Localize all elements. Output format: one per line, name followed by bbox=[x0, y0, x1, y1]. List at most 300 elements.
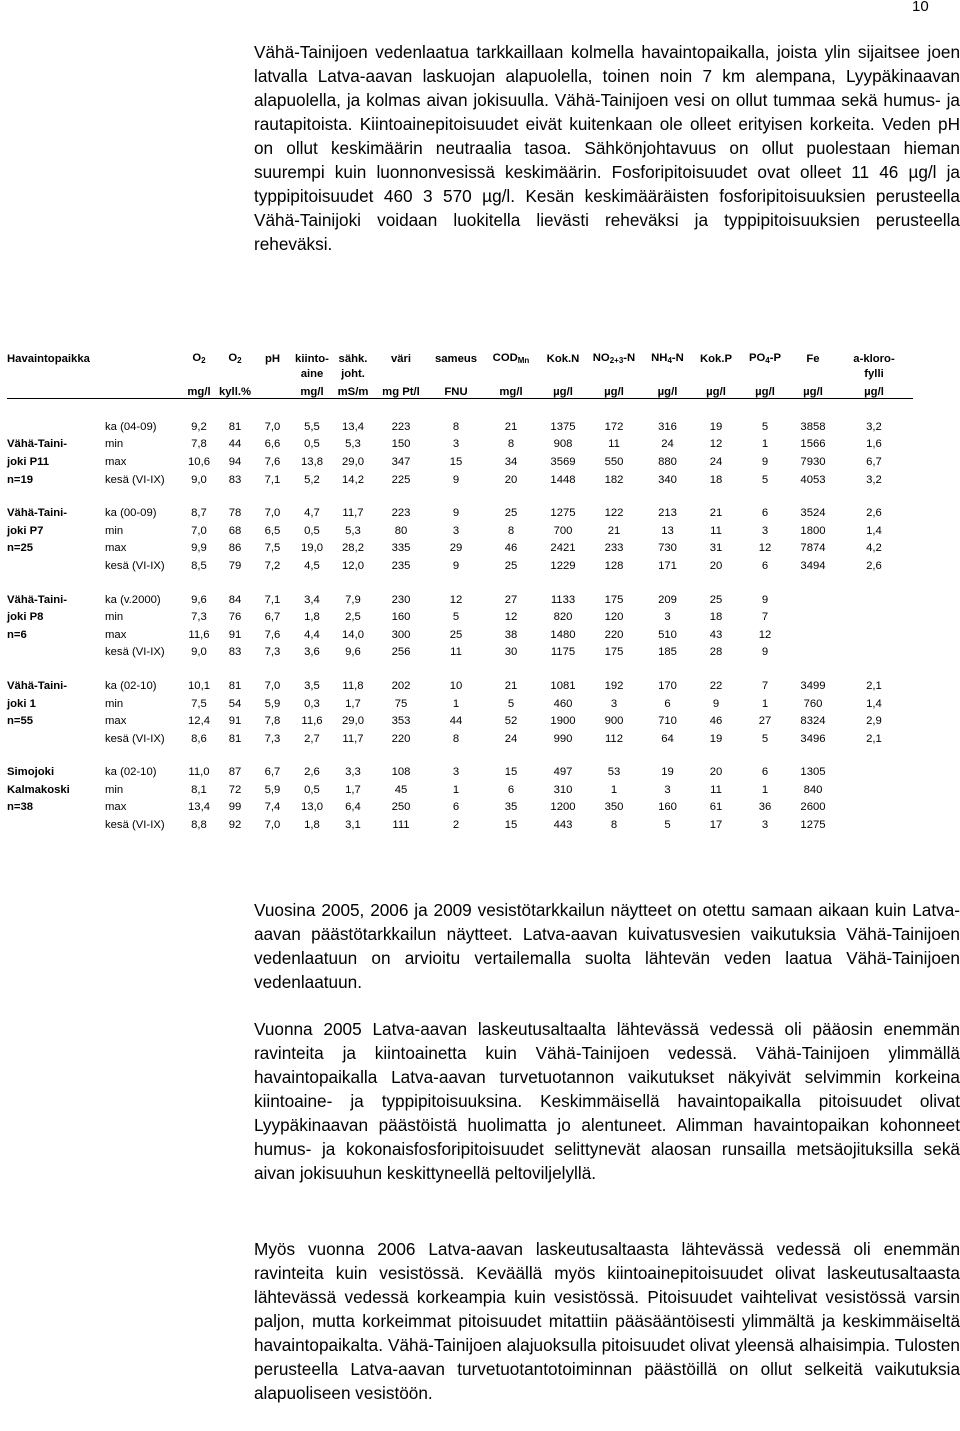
value-cell: 220 bbox=[604, 628, 624, 641]
value-cell: 11 bbox=[710, 524, 722, 537]
value-cell: 1229 bbox=[550, 559, 576, 572]
value-cell: 87 bbox=[228, 766, 242, 779]
value-cell: 7,4 bbox=[264, 801, 281, 814]
stat-label: max bbox=[105, 628, 127, 641]
value-cell: 25 bbox=[449, 628, 463, 641]
value-cell: 1,6 bbox=[866, 438, 882, 451]
value-cell: 2,1 bbox=[866, 732, 882, 745]
value-cell: 46 bbox=[504, 542, 518, 555]
value-cell: 990 bbox=[553, 732, 573, 745]
value-cell: 7,8 bbox=[264, 715, 281, 728]
paragraph-2005: Vuonna 2005 Latva-aavan laskeutusaltaalta lähtevässä vedessä oli pääosin enemmän ravinteita ja kiintoainetta kuin Vähä-Tainijoen vedessä. Vähä-Tainijoen ylimmällä havaintopaikalla Latva-aavan turvetuotannon vaikutukset näkyivät selvimmin korkeina kiintoaine- ja typpipitoisuuksina. Keskimmäisellä havaintopaikalla pitoisuudet olivat Lyypäkinaavan päästöistä huolimatta jo alentuneet. Alimman havaintopaikan kohonneet humus- ja kokonaisfosforipitoisuudet selittynevät alaosan runsailla metsäojituksilla sekä aivan jokisuuhun keskittyneellä peltoviljelyllä. bbox=[254, 1019, 960, 1183]
value-cell: 1 bbox=[761, 438, 769, 451]
value-cell: 0,5 bbox=[304, 783, 320, 796]
value-cell: 7,0 bbox=[264, 819, 281, 832]
value-cell: 34 bbox=[504, 455, 518, 468]
value-cell: 3524 bbox=[800, 507, 826, 520]
value-cell: 8 bbox=[452, 732, 460, 745]
value-cell: 80 bbox=[394, 524, 408, 537]
paragraph-2006: Myös vuonna 2006 Latva-aavan laskeutusaltaasta lähtevässä vedessä oli enemmän ravinteita kuin vesistössä. Keväällä myös kiintoainepitoisuudet olivat laskeutusaltaasta lähtevässä vedessä korkeampia kuin vesistössä. Pitoisuudet vaihtelivat vesistössä varsin paljon, mutta korkeimmat pitoisuudet mitattiin pääsääntöisesti ylimmältä ja keskimmäiseltä havaintopaikalta. Vähä-Tainijoen alajuoksulla pitoisuudet olivat yleensä alhaisimpia. Tulosten perusteella Latva-aavan turvetuotantotoiminnan päästöillä on ollut selkeitä vaikutuksia alapuoliseen vesistöön. bbox=[254, 1239, 960, 1403]
value-cell: 150 bbox=[391, 438, 411, 451]
header2-cell bbox=[482, 365, 540, 380]
header-tot-n: Kok.N bbox=[546, 353, 580, 365]
value-cell: 710 bbox=[658, 715, 677, 728]
value-cell: 350 bbox=[604, 801, 624, 814]
value-cell: 29,0 bbox=[342, 715, 364, 728]
value-cell: 36 bbox=[758, 801, 772, 814]
site-name: joki P8 bbox=[7, 611, 44, 624]
unit-cell: µg/l bbox=[803, 386, 823, 398]
value-cell: 347 bbox=[391, 455, 411, 468]
value-cell: 8 bbox=[507, 438, 515, 451]
value-cell bbox=[791, 644, 835, 662]
stat-label: max bbox=[105, 542, 127, 555]
value-cell: 9 bbox=[452, 507, 460, 520]
value-cell: 5 bbox=[761, 420, 769, 433]
value-cell: 3569 bbox=[550, 455, 576, 468]
value-cell: 1133 bbox=[550, 593, 576, 606]
header-chlorophyll: a-kloro- bbox=[853, 353, 895, 365]
table-row bbox=[7, 626, 913, 644]
value-cell: 2,7 bbox=[304, 732, 320, 745]
value-cell: 12 bbox=[504, 611, 518, 624]
value-cell: 310 bbox=[553, 783, 573, 796]
unit-cell: µg/l bbox=[864, 386, 884, 398]
header2-cell: fylli bbox=[864, 368, 884, 380]
value-cell: 335 bbox=[391, 542, 411, 555]
value-cell: 1275 bbox=[800, 819, 826, 832]
table-header-row bbox=[7, 345, 913, 365]
value-cell: 24 bbox=[504, 732, 518, 745]
value-cell: 12 bbox=[449, 593, 463, 606]
value-cell: 17 bbox=[709, 819, 723, 832]
stat-label: min bbox=[105, 697, 124, 710]
value-cell: 1 bbox=[452, 783, 460, 796]
value-cell: 4053 bbox=[800, 473, 826, 486]
value-cell: 1275 bbox=[550, 507, 576, 520]
value-cell: 6 bbox=[761, 507, 769, 520]
value-cell: 13,8 bbox=[301, 455, 323, 468]
value-cell: 7874 bbox=[800, 542, 826, 555]
value-cell: 3,4 bbox=[304, 593, 320, 606]
value-cell: 75 bbox=[394, 697, 408, 710]
site-name: Vähä-Taini- bbox=[7, 507, 68, 520]
value-cell: 202 bbox=[391, 679, 411, 692]
value-cell: 233 bbox=[604, 542, 624, 555]
stat-label: ka (02-10) bbox=[105, 766, 157, 779]
table-row bbox=[7, 764, 913, 782]
value-cell: 5 bbox=[507, 697, 515, 710]
table-row bbox=[7, 504, 913, 522]
unit-cell: µg/l bbox=[706, 386, 726, 398]
site-name bbox=[7, 730, 103, 748]
value-cell: 230 bbox=[391, 593, 411, 606]
value-cell bbox=[835, 626, 913, 644]
table-row bbox=[7, 608, 913, 626]
site-name: joki 1 bbox=[7, 697, 36, 710]
value-cell: 7 bbox=[761, 611, 769, 624]
value-cell: 1 bbox=[761, 697, 769, 710]
value-cell: 250 bbox=[391, 801, 411, 814]
value-cell: 72 bbox=[228, 783, 242, 796]
value-cell: 15 bbox=[504, 819, 518, 832]
header-fe: Fe bbox=[806, 353, 820, 365]
value-cell: 7 bbox=[761, 679, 769, 692]
value-cell: 460 bbox=[553, 697, 573, 710]
table-row bbox=[7, 644, 913, 662]
value-cell: 6,6 bbox=[264, 438, 281, 451]
value-cell: 3858 bbox=[800, 420, 826, 433]
value-cell: 19 bbox=[709, 732, 723, 745]
value-cell: 122 bbox=[604, 507, 624, 520]
value-cell: 10,6 bbox=[188, 455, 210, 468]
site-name: n=25 bbox=[7, 542, 34, 555]
value-cell: 2,6 bbox=[304, 766, 320, 779]
value-cell: 6,7 bbox=[264, 766, 281, 779]
header2-cell bbox=[255, 365, 290, 380]
value-cell: 11,6 bbox=[301, 715, 323, 728]
stat-label: kesä (VI-IX) bbox=[105, 732, 165, 745]
value-cell: 353 bbox=[391, 715, 411, 728]
value-cell: 3,2 bbox=[866, 473, 882, 486]
site-name: Kalmakoski bbox=[7, 783, 70, 796]
value-cell: 300 bbox=[391, 628, 411, 641]
value-cell: 13 bbox=[661, 524, 674, 537]
unit-cell: mS/m bbox=[337, 386, 369, 398]
value-cell: 1800 bbox=[800, 524, 826, 537]
value-cell: 7,9 bbox=[345, 593, 361, 606]
unit-cell bbox=[7, 380, 103, 399]
value-cell: 21 bbox=[709, 507, 723, 520]
stat-label: max bbox=[105, 455, 127, 468]
value-cell: 44 bbox=[228, 438, 242, 451]
value-cell: 7,3 bbox=[264, 646, 281, 659]
value-cell: 43 bbox=[709, 628, 723, 641]
value-cell: 8 bbox=[507, 524, 515, 537]
value-cell: 83 bbox=[228, 473, 242, 486]
unit-cell: kyll.% bbox=[218, 386, 252, 398]
value-cell bbox=[791, 608, 835, 626]
site-name: Simojoki bbox=[7, 766, 55, 779]
header2-cell bbox=[693, 365, 739, 380]
value-cell: 820 bbox=[553, 611, 573, 624]
value-cell: 8,5 bbox=[191, 559, 207, 572]
value-cell: 3 bbox=[761, 524, 769, 537]
value-cell: 2,6 bbox=[866, 507, 882, 520]
header-conductivity: sähk. bbox=[338, 353, 368, 365]
value-cell: 8,6 bbox=[191, 732, 207, 745]
value-cell: 8 bbox=[610, 819, 618, 832]
value-cell: 7930 bbox=[800, 455, 826, 468]
value-cell: 6 bbox=[664, 697, 671, 710]
site-name: Vähä-Taini- bbox=[7, 438, 68, 451]
value-cell: 223 bbox=[391, 507, 411, 520]
value-cell: 15 bbox=[449, 455, 463, 468]
table-row bbox=[7, 799, 913, 817]
value-cell: 443 bbox=[553, 819, 573, 832]
value-cell: 1 bbox=[610, 783, 618, 796]
value-cell: 1480 bbox=[550, 628, 576, 641]
value-cell: 25 bbox=[709, 593, 723, 606]
value-cell: 8,7 bbox=[191, 507, 207, 520]
value-cell: 900 bbox=[604, 715, 624, 728]
value-cell: 8,1 bbox=[191, 783, 207, 796]
value-cell: 11,7 bbox=[342, 507, 364, 520]
value-cell: 9 bbox=[712, 697, 720, 710]
value-cell bbox=[835, 764, 913, 782]
value-cell: 7,3 bbox=[191, 611, 207, 624]
header-site: Havaintopaikka bbox=[7, 353, 90, 365]
stat-label: ka (04-09) bbox=[105, 420, 157, 433]
header2-cell bbox=[372, 365, 430, 380]
value-cell: 1,4 bbox=[866, 697, 882, 710]
unit-cell bbox=[255, 380, 290, 399]
stat-label: min bbox=[105, 611, 124, 624]
value-cell: 9,2 bbox=[191, 420, 207, 433]
value-cell: 108 bbox=[391, 766, 411, 779]
header2-cell bbox=[739, 365, 791, 380]
value-cell: 6 bbox=[507, 783, 515, 796]
value-cell bbox=[835, 644, 913, 662]
value-cell: 38 bbox=[504, 628, 518, 641]
value-cell: 20 bbox=[709, 766, 723, 779]
unit-cell: mg/l bbox=[499, 386, 523, 398]
value-cell: 9 bbox=[761, 455, 769, 468]
value-cell: 172 bbox=[604, 420, 624, 433]
value-cell: 5 bbox=[452, 611, 460, 624]
site-name: n=38 bbox=[7, 801, 34, 814]
value-cell: 5 bbox=[761, 732, 769, 745]
value-cell: 1448 bbox=[550, 473, 576, 486]
value-cell: 6,4 bbox=[345, 801, 361, 814]
value-cell: 27 bbox=[758, 715, 772, 728]
value-cell: 9,9 bbox=[191, 542, 207, 555]
value-cell: 5,2 bbox=[304, 473, 320, 486]
value-cell: 5 bbox=[664, 819, 671, 832]
value-cell: 99 bbox=[228, 801, 242, 814]
value-cell: 730 bbox=[658, 542, 677, 555]
value-cell: 8,8 bbox=[191, 819, 207, 832]
value-cell: 7,6 bbox=[264, 628, 281, 641]
stat-label: kesä (VI-IX) bbox=[105, 819, 165, 832]
header2-cell: aine bbox=[300, 368, 324, 380]
value-cell: 25 bbox=[504, 559, 518, 572]
value-cell: 256 bbox=[391, 646, 411, 659]
value-cell: 81 bbox=[228, 679, 242, 692]
value-cell: 21 bbox=[607, 524, 621, 537]
value-cell: 171 bbox=[658, 559, 677, 572]
header-cod: $COD_{Mn}$ bbox=[492, 352, 530, 365]
value-cell: 12 bbox=[758, 628, 772, 641]
value-cell: 11,0 bbox=[188, 766, 210, 779]
value-cell: 510 bbox=[658, 628, 677, 641]
value-cell: 3 bbox=[761, 819, 769, 832]
value-cell: 175 bbox=[604, 646, 624, 659]
value-cell: 6 bbox=[761, 766, 769, 779]
value-cell: 6,5 bbox=[264, 524, 281, 537]
value-cell: 5,3 bbox=[345, 524, 361, 537]
value-cell: 24 bbox=[661, 438, 674, 451]
value-cell: 497 bbox=[553, 766, 573, 779]
value-cell: 54 bbox=[228, 697, 242, 710]
value-cell: 3496 bbox=[800, 732, 826, 745]
value-cell: 3,6 bbox=[304, 646, 320, 659]
header-po: $PO_4-P$ bbox=[748, 352, 782, 365]
value-cell: 2,6 bbox=[866, 559, 882, 572]
header-color: väri bbox=[390, 353, 412, 365]
value-cell: 13,4 bbox=[188, 801, 210, 814]
stat-label: kesä (VI-IX) bbox=[105, 646, 165, 659]
value-cell bbox=[791, 626, 835, 644]
value-cell: 1081 bbox=[550, 679, 576, 692]
value-cell: 235 bbox=[391, 559, 411, 572]
paragraph-sampling: Vuosina 2005, 2006 ja 2009 vesistötarkkailun näytteet on otettu samaan aikaan kuin Latva-aavan päästötarkkailun näytteet. Latva-aavan kuivatusvesien vaikutuksia Vähä-Tainijoen vedenlaatuun on arvioitu vertailemalla suolta lähtevän veden laatua Vähä-Tainijoen vedenlaatuun. bbox=[254, 900, 960, 992]
value-cell: 7,5 bbox=[191, 697, 207, 710]
table-row bbox=[7, 471, 913, 489]
value-cell: 120 bbox=[604, 611, 624, 624]
value-cell: 18 bbox=[709, 473, 723, 486]
value-cell: 1 bbox=[761, 783, 769, 796]
value-cell bbox=[835, 591, 913, 609]
value-cell: 182 bbox=[604, 473, 624, 486]
table-row bbox=[7, 591, 913, 609]
value-cell: 21 bbox=[504, 679, 518, 692]
table-row bbox=[7, 695, 913, 713]
site-name: Vähä-Taini- bbox=[7, 679, 68, 692]
value-cell: 1900 bbox=[550, 715, 576, 728]
value-cell: 4,2 bbox=[866, 542, 882, 555]
header2-cell bbox=[183, 365, 215, 380]
value-cell: 52 bbox=[504, 715, 518, 728]
table-row bbox=[7, 781, 913, 799]
value-cell: 4,7 bbox=[304, 507, 320, 520]
value-cell: 9 bbox=[452, 559, 460, 572]
value-cell bbox=[835, 781, 913, 799]
table-row bbox=[7, 557, 913, 575]
header2-cell bbox=[215, 365, 255, 380]
value-cell: 2,1 bbox=[866, 679, 882, 692]
value-cell: 46 bbox=[709, 715, 723, 728]
value-cell: 22 bbox=[709, 679, 723, 692]
value-cell: 3 bbox=[664, 783, 671, 796]
value-cell: 20 bbox=[504, 473, 518, 486]
value-cell: 9,6 bbox=[345, 646, 361, 659]
stat-label: ka (v.2000) bbox=[105, 593, 161, 606]
value-cell: 13,4 bbox=[342, 420, 364, 433]
value-cell: 760 bbox=[803, 697, 823, 710]
value-cell: 11 bbox=[608, 438, 620, 451]
unit-cell: µg/l bbox=[553, 386, 573, 398]
header-o2-sat: $O_2$ bbox=[228, 352, 242, 365]
value-cell: 128 bbox=[604, 559, 624, 572]
value-cell: 1200 bbox=[550, 801, 576, 814]
value-cell: 78 bbox=[228, 507, 242, 520]
water-quality-table bbox=[7, 345, 917, 834]
value-cell: 9,6 bbox=[191, 593, 207, 606]
header-no: $NO_{2+3}-N$ bbox=[592, 352, 636, 365]
value-cell: 340 bbox=[658, 473, 677, 486]
value-cell: 6,7 bbox=[866, 455, 882, 468]
value-cell: 1,4 bbox=[866, 524, 882, 537]
header2-cell bbox=[791, 365, 835, 380]
value-cell: 20 bbox=[709, 559, 723, 572]
value-cell: 3,1 bbox=[345, 819, 361, 832]
value-cell: 3 bbox=[610, 697, 618, 710]
value-cell: 11 bbox=[710, 783, 722, 796]
value-cell: 4,4 bbox=[304, 628, 320, 641]
value-cell bbox=[835, 799, 913, 817]
table-row bbox=[7, 677, 913, 695]
value-cell: 225 bbox=[391, 473, 411, 486]
value-cell: 550 bbox=[604, 455, 624, 468]
value-cell: 5,3 bbox=[345, 438, 361, 451]
value-cell: 0,5 bbox=[304, 524, 320, 537]
value-cell: 3,2 bbox=[866, 420, 882, 433]
value-cell: 700 bbox=[553, 524, 573, 537]
value-cell: 19,0 bbox=[301, 542, 323, 555]
table-row bbox=[7, 436, 913, 454]
header-suspended: kiinto- bbox=[295, 353, 329, 365]
header-turbidity: sameus bbox=[434, 353, 478, 365]
value-cell: 30 bbox=[504, 646, 518, 659]
value-cell: 185 bbox=[658, 646, 677, 659]
value-cell: 9,0 bbox=[191, 646, 207, 659]
value-cell: 11,8 bbox=[342, 679, 364, 692]
site-name: joki P11 bbox=[7, 455, 50, 468]
value-cell: 880 bbox=[658, 455, 677, 468]
value-cell: 5,5 bbox=[304, 420, 320, 433]
value-cell: 29,0 bbox=[342, 455, 364, 468]
site-name bbox=[7, 557, 103, 575]
value-cell: 3,5 bbox=[304, 679, 320, 692]
value-cell: 3499 bbox=[800, 679, 826, 692]
stat-label: max bbox=[105, 801, 127, 814]
value-cell: 2,5 bbox=[345, 611, 361, 624]
unit-cell: FNU bbox=[444, 386, 468, 398]
value-cell: 7,2 bbox=[264, 559, 281, 572]
value-cell: 44 bbox=[449, 715, 463, 728]
stat-label: max bbox=[105, 715, 127, 728]
value-cell: 68 bbox=[228, 524, 242, 537]
value-cell: 6,7 bbox=[264, 611, 281, 624]
value-cell: 209 bbox=[658, 593, 677, 606]
value-cell: 64 bbox=[661, 732, 674, 745]
value-cell: 1305 bbox=[800, 766, 826, 779]
header2-cell: joht. bbox=[341, 368, 365, 380]
unit-cell: µg/l bbox=[657, 386, 678, 398]
value-cell: 12,4 bbox=[188, 715, 210, 728]
value-cell: 1,7 bbox=[345, 697, 361, 710]
value-cell: 3 bbox=[452, 524, 460, 537]
header-nh: $NH_4-N$ bbox=[651, 352, 684, 365]
value-cell: 18 bbox=[709, 611, 723, 624]
value-cell: 7,0 bbox=[264, 420, 281, 433]
stat-label: kesä (VI-IX) bbox=[105, 559, 165, 572]
value-cell: 12 bbox=[709, 438, 723, 451]
value-cell: 27 bbox=[504, 593, 518, 606]
header-o2: $O_2$ bbox=[192, 352, 206, 365]
site-name bbox=[7, 644, 103, 662]
value-cell: 81 bbox=[228, 732, 242, 745]
value-cell: 840 bbox=[803, 783, 823, 796]
value-cell: 3,3 bbox=[345, 766, 361, 779]
stat-label: kesä (VI-IX) bbox=[105, 473, 165, 486]
value-cell: 11,7 bbox=[342, 732, 364, 745]
value-cell: 91 bbox=[228, 628, 242, 641]
value-cell: 24 bbox=[709, 455, 723, 468]
header2-cell bbox=[103, 365, 183, 380]
value-cell: 9 bbox=[761, 646, 769, 659]
